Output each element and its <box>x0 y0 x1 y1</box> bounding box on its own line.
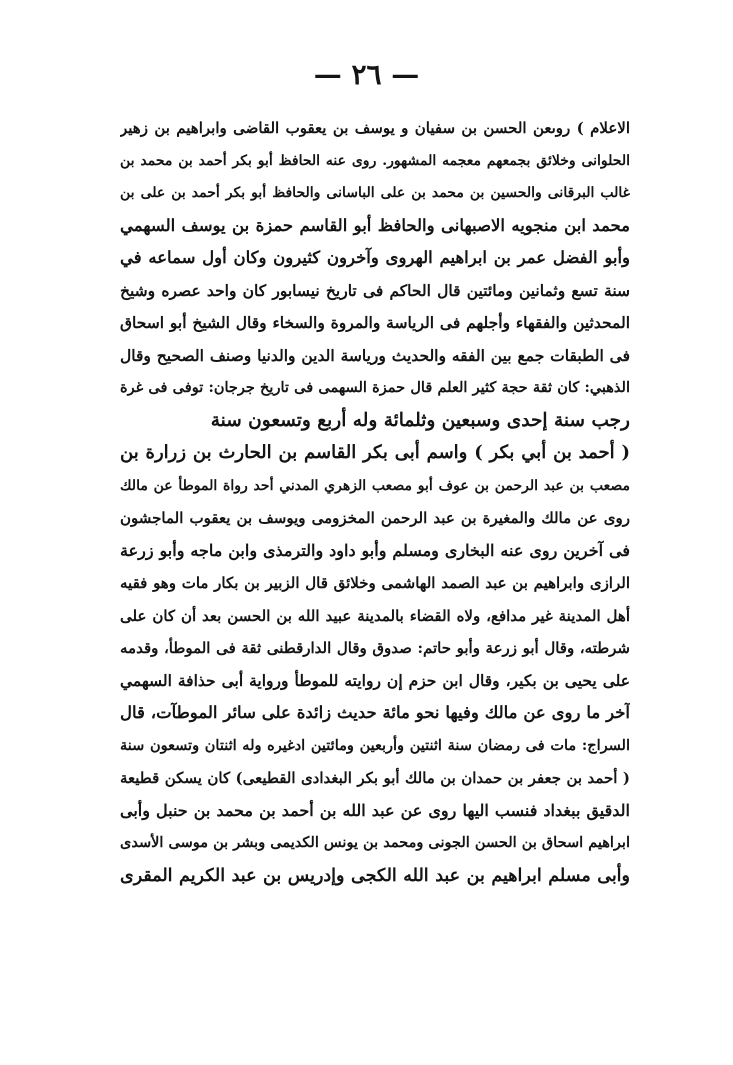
text-line: سنة تسع وثمانين ومائتين قال الحاكم فى تاريخ نيسابور كان واحد عصره وشيخ <box>120 280 630 300</box>
text-line: رجب سنة إحدى وسبعين وثلمائة وله أربع وتسعون سنة <box>210 409 630 431</box>
entry-heading-line: ( أحمد بن أبي بكر ) واسم أبى بكر القاسم بن الحارث بن زرارة بن <box>120 442 630 463</box>
text-line: الاعلام ) روىعن الحسن بن سفيان و يوسف بن يعقوب القاضى وابراهيم بن زهير <box>120 119 630 137</box>
text-line: فى آخرين روى عنه البخارى ومسلم وأبو داود والترمذى وابن ماجه وأبو زرعة <box>120 540 630 560</box>
text-line: روى عن مالك والمغيرة بن عبد الرحمن المخزومى ويوسف بن يعقوب الماجشون <box>120 509 630 527</box>
page-body-text <box>120 112 630 892</box>
text-line: أهل المدينة غير مدافع، ولاه القضاء بالمدينة عبيد الله بن الحسن بعد أن كان على <box>120 606 630 625</box>
text-line: مصعب بن عبد الرحمن بن عوف أبو مصعب الزهري المدني أحد رواة الموطأ عن مالك <box>120 477 630 494</box>
text-line: الدقيق ببغداد فنسب اليها روى عن عبد الله بن أحمد بن محمد بن حنبل وأبى <box>120 800 630 820</box>
text-line: الذهبي: كان ثقة حجة كثير العلم قال حمزة السهمى فى تاريخ جرجان: توفى فى غرة <box>120 379 630 396</box>
text-line: الحلوانى وخلائق بجمعهم معجمه المشهور. روى عنه الحافظ أبو بكر أحمد بن محمد بن <box>120 152 630 169</box>
text-line: محمد ابن منجويه الاصبهانى والحافظ أبو القاسم حمزة بن يوسف السهمي <box>120 215 630 235</box>
text-line: فى الطبقات جمع بين الفقه والحديث ورياسة الدين والدنيا وصنف الصحيح وقال <box>120 345 630 365</box>
page-number: — ٢٦ — <box>313 58 420 91</box>
text-line: غالب البرقانى والحسين بن محمد بن على الباسانى والحافظ أبو بكر أحمد بن على بن <box>120 185 630 201</box>
text-line: وأبى مسلم ابراهيم بن عبد الله الكجى وإدريس بن عبد الكريم المقرى <box>120 865 630 886</box>
text-line: شرطته، وقال أبو زرعة وأبو حاتم: صدوق وقال الدارقطنى ثقة فى الموطأ، وقدمه <box>120 639 630 657</box>
text-line: على يحيى بن بكير، وقال ابن حزم إن روايته للموطأ ورواية أبى حذافة السهمي <box>120 670 630 690</box>
entry-heading-line: ( أحمد بن جعفر بن حمدان بن مالك أبو بكر البغدادى القطيعى) كان يسكن قطيعة <box>120 769 630 787</box>
text-line: آخر ما روى عن مالك وفيها نحو مائة حديث زائدة على سائر الموطآت، قال <box>120 703 630 722</box>
text-line: وأبو الفضل عمر بن ابراهيم الهروى وآخرون كثيرون وكان أول سماعه في <box>120 248 630 267</box>
text-line: المحدثين والفقهاء وأجلهم فى الرياسة والمروة والسخاء وقال الشيخ أبو اسحاق <box>120 313 630 332</box>
text-line: الرازى وابراهيم بن عبد الصمد الهاشمى وخلائق قال الزبير بن بكار مات وهو فقيه <box>120 574 630 592</box>
text-line: السراج: مات فى رمضان سنة اثنتين وأربعين ومائتين ادغيره وله اثنتان وتسعون سنة <box>120 736 630 754</box>
text-line: ابراهيم اسحاق بن الحسن الجونى ومحمد بن يونس الكديمى وبشر بن موسى الأسدى <box>120 834 630 851</box>
